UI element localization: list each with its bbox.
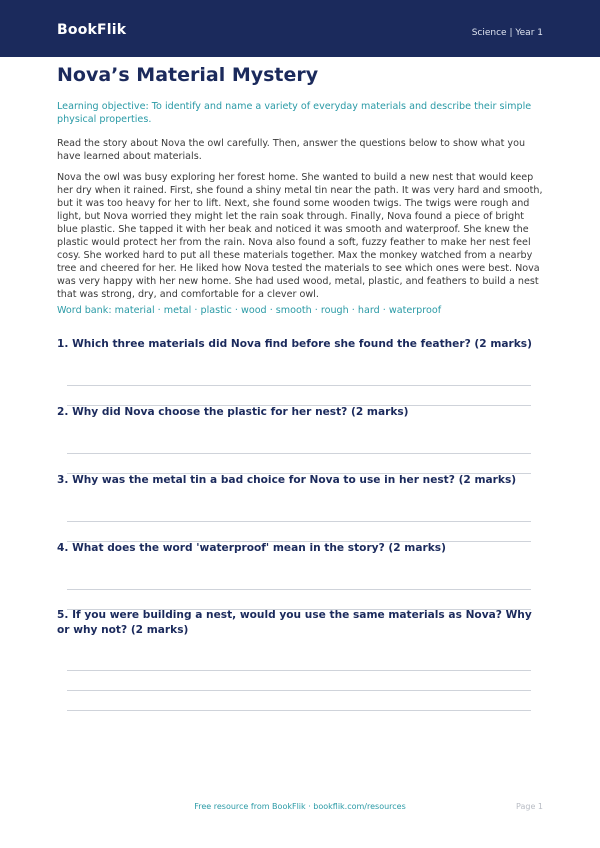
- question-1: 1. Which three materials did Nova find before she found the feather? (2 marks): [57, 338, 532, 350]
- page-number: Page 1: [516, 802, 543, 811]
- question-3: 3. Why was the metal tin a bad choice for Nova to use in her nest? (2 marks): [57, 474, 517, 486]
- page-title: Nova’s Material Mystery: [57, 64, 319, 86]
- answer-line[interactable]: [67, 710, 531, 711]
- answer-line[interactable]: [67, 453, 531, 454]
- header-bar: [0, 0, 600, 57]
- subject-year-label: Science | Year 1: [471, 28, 543, 38]
- answer-line[interactable]: [67, 521, 531, 522]
- answer-line[interactable]: [67, 385, 531, 386]
- footer-link-text: Free resource from BookFlik · bookflik.com/resources: [194, 802, 406, 811]
- question-5: 5. If you were building a nest, would you use the same materials as Nova? Why or why not? (2 marks): [57, 609, 532, 636]
- instructions: Read the story about Nova the owl carefully. Then, answer the questions below to show what you have learned about materials.: [57, 138, 526, 162]
- answer-line[interactable]: [67, 589, 531, 590]
- answer-line[interactable]: [67, 670, 531, 671]
- learning-objective: Learning objective: To identify and name a variety of everyday materials and describe their simple physical properties.: [57, 101, 532, 125]
- word-bank: Word bank: material · metal · plastic · wood · smooth · rough · hard · waterproof: [57, 305, 442, 316]
- question-4: 4. What does the word 'waterproof' mean in the story? (2 marks): [57, 542, 446, 554]
- brand-logo: BookFlik: [57, 22, 127, 38]
- question-2: 2. Why did Nova choose the plastic for her nest? (2 marks): [57, 406, 409, 418]
- story-text: Nova the owl was busy exploring her forest home. She wanted to build a new nest that would keep her dry when it rained. First, she found a shiny metal tin near the path. It was very hard and smooth, but it was too heavy for her to lift. Next, she found some wooden twigs. The twigs were rough and light, but Nova worried they might let the rain soak through. Finally, Nova found a piece of bright blue plastic. She tapped it with her beak and noticed it was smooth and waterproof. She knew the plastic would protect her from the rain. Nova also found a soft, fuzzy feather to make her nest feel cosy. She worked hard to put all these materials together. Max the monkey watched from a nearby tree and cheered for her. He liked how Nova tested the materials to see which ones were best. Nova was very happy with her new home. She had used wood, metal, plastic, and feathers to build a nest that was strong, dry, and comfortable for a clever owl.: [57, 172, 543, 300]
- answer-line[interactable]: [67, 690, 531, 691]
